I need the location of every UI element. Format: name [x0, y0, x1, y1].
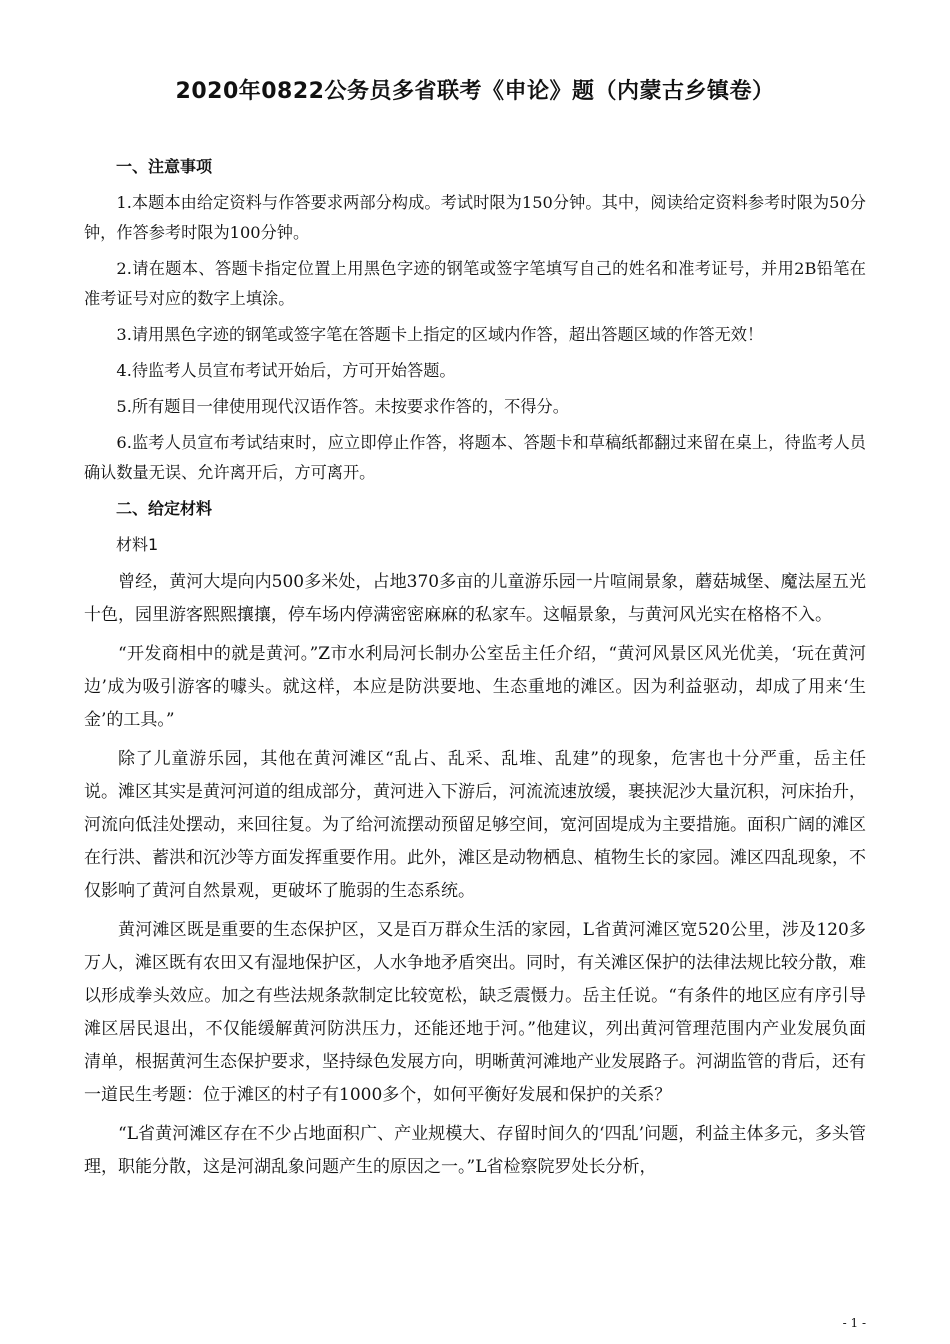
notice-item: 3.请用黑色字迹的钢笔或签字笔在答题卡上指定的区域内作答，超出答题区域的作答无效！: [116, 325, 764, 344]
material-paragraph: 除了儿童游乐园，其他在黄河滩区“乱占、乱采、乱堆、乱建”的现象，危害也十分严重，岳主任说。滩区其实是黄河河道的组成部分，黄河进入下游后，河流流速放缓，裹挟泥沙大量沉积，河床抬升，河流向低洼处摆动，来回往复。为了给河流摆动预留足够空间，宽河固堤成为主要措施。面积广阔的滩区在行洪、蓄洪和沉沙等方面发挥重要作用。此外，滩区是动物栖息、植物生长的家园。滩区四乱现象，不仅影响了黄河自然景观，更破坏了脆弱的生态系统。: [84, 749, 866, 901]
materials-heading: 二、给定材料: [116, 499, 213, 518]
material-paragraph: “L省黄河滩区存在不少占地面积广、产业规模大、存留时间久的‘四乱’问题，利益主体多元，多头管理，职能分散，这是河湖乱象问题产生的原因之一。”L省检察院罗处长分析，: [84, 1124, 866, 1177]
notice-heading: 一、注意事项: [116, 157, 213, 176]
notice-item: 1.本题本由给定资料与作答要求两部分构成。考试时限为150分钟。其中，阅读给定资料参考时限为50分钟，作答参考时限为100分钟。: [84, 193, 866, 242]
notice-item: 4.待监考人员宣布考试开始后，方可开始答题。: [116, 361, 456, 380]
material-paragraph: “开发商相中的就是黄河。”Z市水利局河长制办公室岳主任介绍，“黄河风景区风光优美，‘玩在黄河边’成为吸引游客的噱头。就这样，本应是防洪要地、生态重地的滩区。因为利益驱动，却成了用来‘生金’的工具。”: [84, 644, 866, 730]
material-paragraph: 曾经，黄河大堤向内500多米处，占地370多亩的儿童游乐园一片喧闹景象，蘑菇城堡、魔法屋五光十色，园里游客熙熙攘攘，停车场内停满密密麻麻的私家车。这幅景象，与黄河风光实在格格不入。: [84, 572, 866, 625]
notice-item: 2.请在题本、答题卡指定位置上用黑色字迹的钢笔或签字笔填写自己的姓名和准考证号，并用2B铅笔在准考证号对应的数字上填涂。: [84, 259, 866, 308]
notice-item: 6.监考人员宣布考试结束时，应立即停止作答，将题本、答题卡和草稿纸都翻过来留在桌上，待监考人员确认数量无误、允许离开后，方可离开。: [84, 433, 866, 482]
document-body: [84, 152, 866, 1190]
page-number: - 1 -: [842, 1316, 866, 1330]
material-label: 材料1: [116, 535, 159, 554]
notice-item: 5.所有题目一律使用现代汉语作答。未按要求作答的，不得分。: [116, 397, 569, 416]
page-title: 2020年0822公务员多省联考《申论》题（内蒙古乡镇卷）: [175, 79, 775, 104]
material-paragraph: 黄河滩区既是重要的生态保护区，又是百万群众生活的家园，L省黄河滩区宽520公里，涉及120多万人，滩区既有农田又有湿地保护区，人水争地矛盾突出。同时，有关滩区保护的法律法规比较分散，难以形成拳头效应。加之有些法规条款制定比较宽松，缺乏震慑力。岳主任说。“有条件的地区应有序引导滩区居民退出，不仅能缓解黄河防洪压力，还能还地于河。”他建议，列出黄河管理范围内产业发展负面清单，根据黄河生态保护要求，坚持绿色发展方向，明晰黄河滩地产业发展路子。河湖监管的背后，还有一道民生考题：位于滩区的村子有1000多个，如何平衡好发展和保护的关系？: [84, 920, 866, 1105]
